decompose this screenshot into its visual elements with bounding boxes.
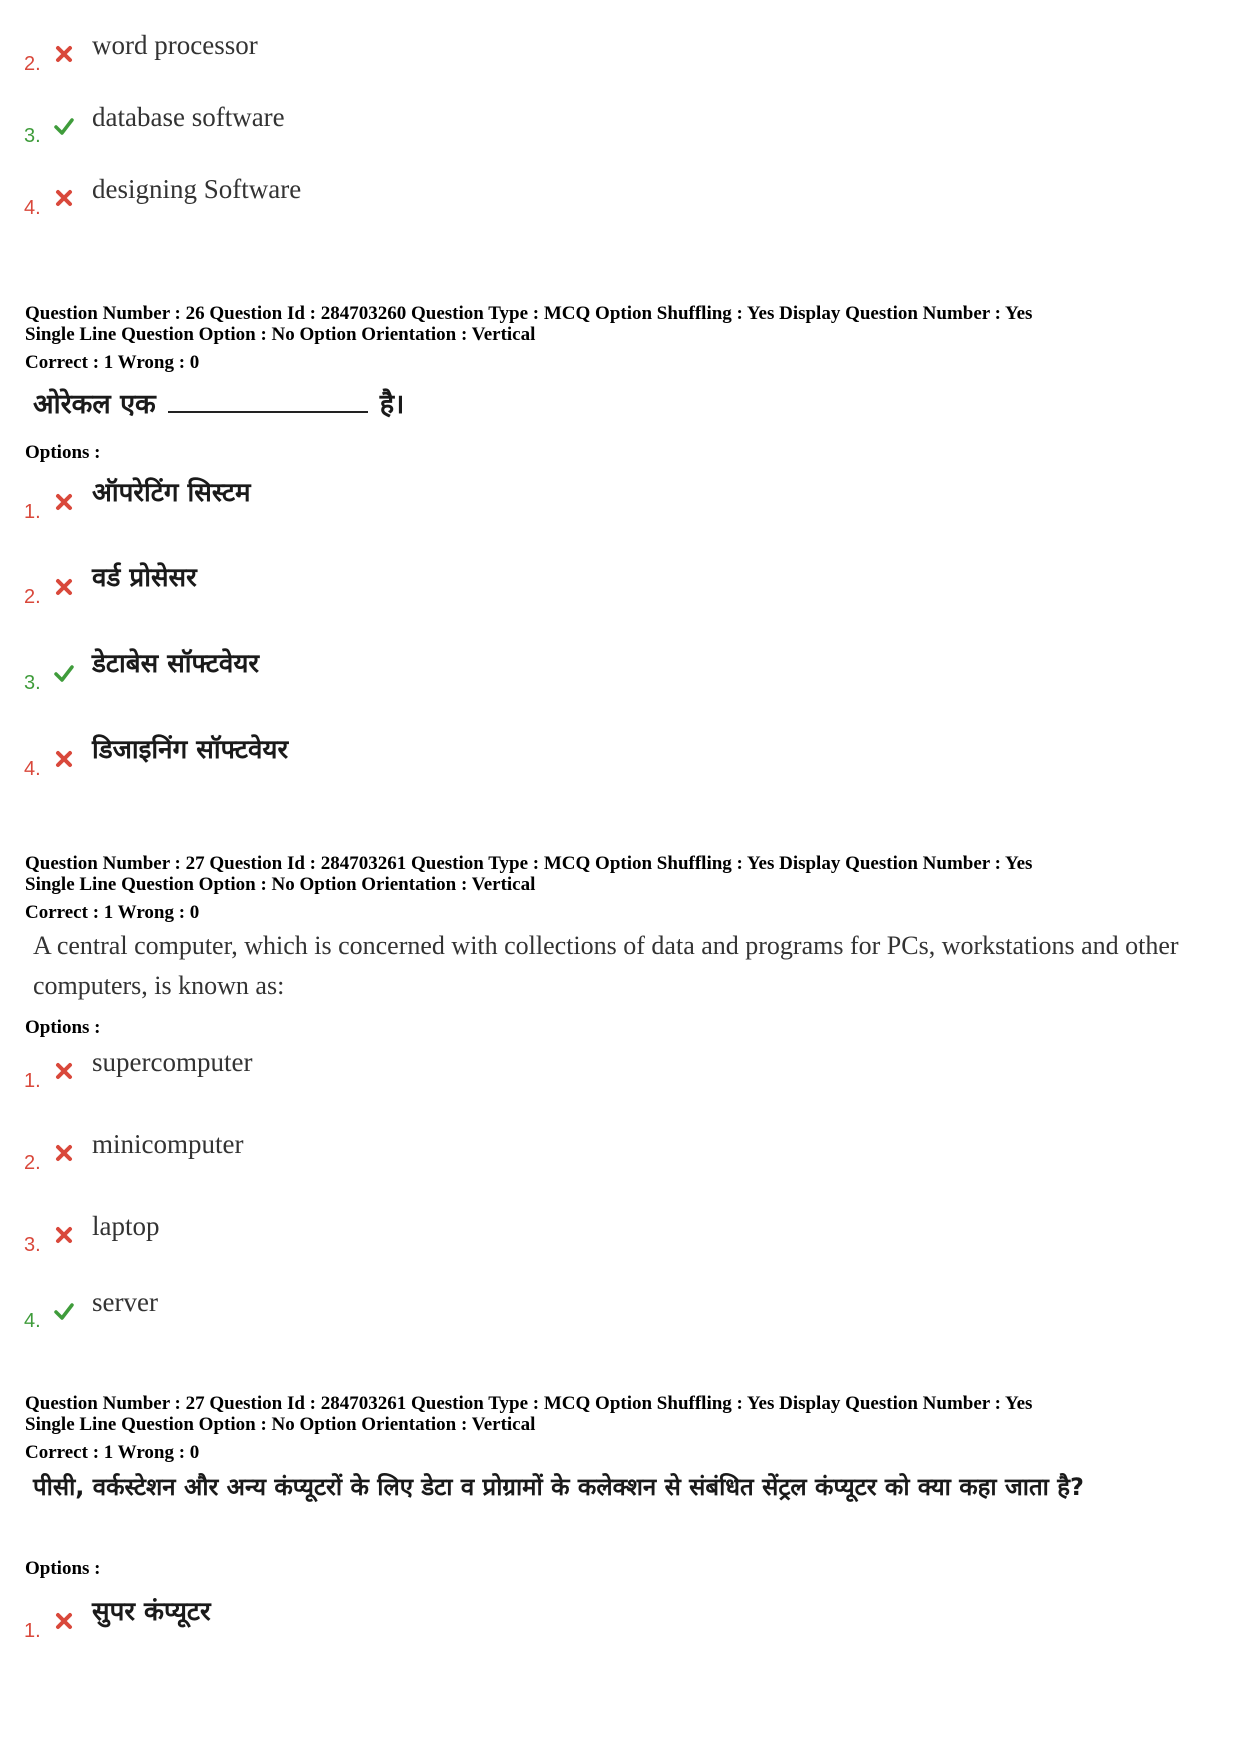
option-number: 4. bbox=[24, 1310, 41, 1332]
option-text: सुपर कंप्यूटर bbox=[92, 1597, 211, 1627]
option-number: 4. bbox=[24, 197, 41, 219]
wrong-cross-icon bbox=[54, 577, 74, 597]
correct-check-icon bbox=[54, 1301, 74, 1321]
score-line: Correct : 1 Wrong : 0 bbox=[25, 352, 200, 373]
option-text: laptop bbox=[92, 1211, 160, 1241]
wrong-cross-icon bbox=[54, 492, 74, 512]
option-text: minicomputer bbox=[92, 1129, 244, 1159]
correct-check-icon bbox=[54, 116, 74, 136]
option-number: 3. bbox=[24, 125, 41, 147]
option-number: 2. bbox=[24, 53, 41, 75]
option-row bbox=[24, 100, 1204, 150]
option-text: डिजाइनिंग सॉफ्टवेयर bbox=[92, 735, 289, 765]
question-text-start: ओरेकल एक bbox=[33, 389, 156, 420]
option-number: 1. bbox=[24, 1620, 41, 1642]
score-line: Correct : 1 Wrong : 0 bbox=[25, 902, 200, 923]
option-row bbox=[24, 476, 1204, 526]
option-number: 4. bbox=[24, 758, 41, 780]
option-text: designing Software bbox=[92, 174, 302, 204]
wrong-cross-icon bbox=[54, 1061, 74, 1081]
options-label: Options : bbox=[25, 1017, 101, 1038]
option-number: 1. bbox=[24, 501, 41, 523]
options-label: Options : bbox=[25, 442, 101, 463]
option-text: supercomputer bbox=[92, 1047, 253, 1077]
wrong-cross-icon bbox=[54, 1611, 74, 1631]
option-row bbox=[24, 1285, 1204, 1335]
options-label: Options : bbox=[25, 1558, 101, 1579]
question-text bbox=[33, 383, 404, 425]
option-row bbox=[24, 172, 1204, 222]
question-text: पीसी, वर्कस्टेशन और अन्य कंप्यूटरों के लिए डेटा व प्रोग्रामों के कलेक्शन से संबंधित सेंट्रल कंप्यूटर को क्या कहा जाता है? bbox=[33, 1473, 1084, 1501]
meta-line: Single Line Question Option : No Option Orientation : Vertical bbox=[25, 1414, 536, 1435]
wrong-cross-icon bbox=[54, 44, 74, 64]
option-number: 2. bbox=[24, 1152, 41, 1174]
option-text: वर्ड प्रोसेसर bbox=[92, 563, 197, 593]
option-text: database software bbox=[92, 102, 285, 132]
option-row bbox=[24, 733, 1204, 783]
option-text: server bbox=[92, 1287, 158, 1317]
meta-line: Question Number : 26 Question Id : 284703260 Question Type : MCQ Option Shuffling : Yes Display Question Number : Yes bbox=[25, 303, 1033, 324]
option-row bbox=[24, 647, 1204, 697]
option-row bbox=[24, 561, 1204, 611]
question-text-end: है। bbox=[379, 389, 405, 420]
wrong-cross-icon bbox=[54, 1225, 74, 1245]
option-number: 3. bbox=[24, 1234, 41, 1256]
question-meta bbox=[25, 853, 1215, 895]
meta-line: Question Number : 27 Question Id : 284703261 Question Type : MCQ Option Shuffling : Yes Display Question Number : Yes bbox=[25, 853, 1033, 874]
question-meta bbox=[25, 1393, 1215, 1435]
option-row bbox=[24, 1127, 1204, 1177]
meta-line: Single Line Question Option : No Option Orientation : Vertical bbox=[25, 324, 536, 345]
correct-check-icon bbox=[54, 663, 74, 683]
option-number: 2. bbox=[24, 586, 41, 608]
question-meta bbox=[25, 303, 1215, 345]
wrong-cross-icon bbox=[54, 749, 74, 769]
option-row bbox=[24, 1045, 1204, 1095]
option-text: डेटाबेस सॉफ्टवेयर bbox=[92, 649, 260, 679]
wrong-cross-icon bbox=[54, 188, 74, 208]
option-text: ऑपरेटिंग सिस्टम bbox=[92, 478, 251, 508]
option-row bbox=[24, 1209, 1204, 1259]
meta-line: Question Number : 27 Question Id : 284703261 Question Type : MCQ Option Shuffling : Yes Display Question Number : Yes bbox=[25, 1393, 1033, 1414]
question-text: A central computer, which is concerned with collections of data and programs for PCs, workstations and other computers, is known as: bbox=[33, 931, 1179, 1000]
option-row bbox=[24, 1595, 1204, 1645]
option-row bbox=[24, 28, 1204, 78]
wrong-cross-icon bbox=[54, 1143, 74, 1163]
option-number: 1. bbox=[24, 1070, 41, 1092]
score-line: Correct : 1 Wrong : 0 bbox=[25, 1442, 200, 1463]
fill-blank bbox=[168, 383, 368, 413]
option-number: 3. bbox=[24, 672, 41, 694]
option-text: word processor bbox=[92, 30, 258, 60]
meta-line: Single Line Question Option : No Option Orientation : Vertical bbox=[25, 874, 536, 895]
